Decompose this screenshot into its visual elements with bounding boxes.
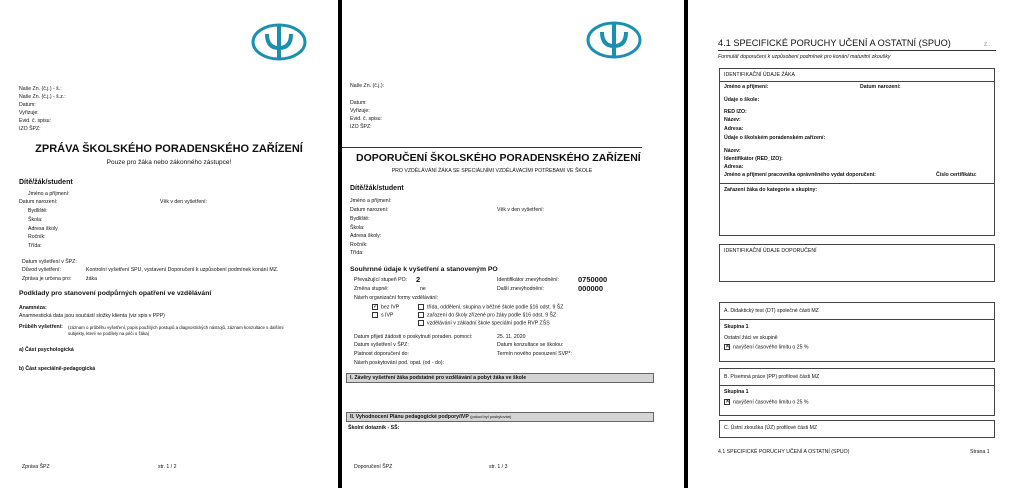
- checkbox-checked-icon: ✕: [725, 399, 731, 405]
- checkbox-empty-icon: [418, 320, 424, 326]
- corner-mark: Z…: [984, 42, 993, 48]
- field-label: Údaje o školském poradenském zařízení:: [724, 135, 826, 141]
- field-label: Datum vyšetření v ŠPZ:: [354, 342, 409, 348]
- title-rule: [718, 50, 996, 51]
- student-id-box: [719, 68, 995, 236]
- field-label: Číslo certifikátu:: [936, 172, 977, 178]
- field-label: Třída:: [350, 250, 364, 256]
- ref-line: IZO ŠPZ:: [350, 124, 372, 130]
- page-title: DOPORUČENÍ ŠKOLSKÉHO PORADENSKÉHO ZAŘÍZENÍ: [356, 152, 641, 164]
- section-c-box: [719, 420, 995, 438]
- section-heading: Podklady pro stanovení podpůrných opatření ve vzdělávání: [19, 290, 212, 297]
- group-note: Ostatní žáci ve skupině: [724, 335, 778, 341]
- field-label: Údaje o škole:: [724, 97, 760, 103]
- checkbox-checked-icon: ✓: [373, 304, 379, 310]
- footer-page: Strana 1: [970, 449, 990, 455]
- group-label: Skupina 1: [724, 389, 749, 395]
- field-label: Identifikátor znevýhodnění:: [497, 277, 560, 283]
- recommendation-id-box: [719, 244, 995, 282]
- ref-line: Vyřizuje:: [350, 108, 370, 114]
- field-label: Datum narození:: [19, 199, 58, 205]
- box-heading: C. Ústní zkouška (ÚZ) profilové části MZ: [724, 425, 818, 431]
- checkbox-option[interactable]: třída, oddělení, skupina v běžné škole podle §16 odst. 9 ŠZ: [418, 304, 563, 311]
- row-rule: [720, 81, 994, 82]
- field-value: žáka: [86, 276, 97, 282]
- field-label: Adresa školy:: [350, 233, 382, 239]
- field-label: Bydliště:: [350, 216, 370, 222]
- field-label: Identifikátor (RED_IZO):: [724, 156, 783, 162]
- title-rule: [342, 147, 642, 148]
- field-label: Název:: [724, 117, 741, 123]
- field-label: Jméno a příjmení:: [28, 191, 70, 197]
- psi-logo-icon: [585, 18, 643, 62]
- field-label: Převažující stupeň PO:: [354, 277, 408, 283]
- subheading: Školní dotazník - SŠ:: [348, 425, 400, 431]
- field-label: Jméno a příjmení pracovníka oprávněného vydat doporučení:: [724, 172, 876, 178]
- field-label: Název:: [724, 148, 741, 154]
- checkbox-option[interactable]: ✕ navýšení časového limitu o 25 %: [725, 399, 809, 406]
- footer-left: Doporučení ŠPZ: [354, 464, 393, 470]
- subheading: Anamnéza:: [19, 305, 47, 311]
- field-label: Bydliště:: [28, 208, 48, 214]
- field-label: Ročník:: [350, 242, 368, 248]
- checkbox-option[interactable]: ✓ bez IVP: [373, 304, 400, 311]
- subheading: Průběh vyšetření:: [19, 324, 63, 330]
- field-value: 0750000: [578, 275, 608, 284]
- field-label: Návrh organizační formy vzdělávání:: [354, 295, 439, 301]
- text: (záznam o průběhu vyšetření, popis použitých postupů a diagnostických nástrojů, záznam konzultace s dalšími: [68, 325, 284, 330]
- field-label: Ročník:: [28, 234, 46, 240]
- ref-line: Naše Zn. (č.j.) - š.z.:: [19, 94, 66, 100]
- section-a-box: [719, 302, 995, 362]
- field-label: Návrh poskytování pod. opat. (od - do):: [354, 360, 444, 366]
- row-rule: [720, 385, 994, 386]
- field-value: 2: [416, 275, 421, 284]
- group-label: Skupina 1: [724, 324, 749, 330]
- row-rule: [720, 183, 994, 184]
- field-label: Datum narození:: [860, 84, 901, 90]
- field-label: Zpráva je určena pro:: [22, 276, 72, 282]
- footer-left: 4.1 SPECIFICKÉ PORUCHY UČENÍ A OSTATNÍ (SPUO): [718, 449, 850, 455]
- box-heading: IDENTIFIKAČNÍ ÚDAJE ŽÁKA: [724, 72, 795, 78]
- checkbox-empty-icon: [372, 312, 378, 318]
- checkbox-empty-icon: [418, 304, 424, 310]
- section-heading: Souhrnné údaje k vyšetření a stanoveným PO: [350, 266, 498, 273]
- section-b-box: [719, 368, 995, 416]
- subheading: a) Část psychologická: [19, 347, 74, 353]
- footer-page: str. 1 / 3: [489, 464, 508, 470]
- field-label: Adresa školy: [28, 226, 58, 232]
- page-subtitle: Pouze pro žáka nebo zákonného zástupce!: [106, 159, 232, 166]
- field-label: Škola:: [350, 225, 365, 231]
- ref-line: Naše Zn. (č.j.):: [350, 83, 385, 89]
- page-spuo-form: [688, 0, 1024, 488]
- field-label: Datum vyšetření v ŠPZ:: [22, 259, 77, 265]
- field-value: 25. 11. 2020: [497, 334, 526, 340]
- field-label: Zařazení žáka do kategorie a skupiny:: [724, 187, 818, 193]
- checkbox-option[interactable]: ✕ navýšení časového limitu o 25 %: [725, 344, 809, 351]
- form-note: Formulář doporučení k uzpůsobení podmínek pro konání maturitní zkoušky: [718, 54, 891, 60]
- box-heading: B. Písemná práce (PP) profilové části MZ: [724, 374, 820, 380]
- field-value: ne: [420, 286, 426, 292]
- field-label: Adresa:: [724, 164, 744, 170]
- section-bar: II. Vyhodnocení Plánu pedagogické podpory/IVP (pokud byl poskytován): [346, 412, 654, 422]
- field-label: Změna stupně:: [354, 286, 389, 292]
- section-bar: I. Závěry vyšetření žáka podstatné pro vzdělávání a pobyt žáka ve škole: [346, 373, 654, 383]
- field-label: Adresa:: [724, 126, 744, 132]
- ref-line: IZO ŠPZ:: [19, 126, 41, 132]
- field-label: Věk v den vyšetření:: [497, 207, 544, 213]
- text: subjekty, které se podílely na péči o žáka): [68, 331, 150, 336]
- field-label: Škola:: [28, 217, 43, 223]
- ref-line: Vyřizuje:: [19, 110, 39, 116]
- field-label: Datum přijetí žádosti o poskytnutí poraden. pomoci:: [354, 334, 473, 340]
- page-recommendation: [342, 0, 684, 488]
- section-heading: Dítě/žák/student: [350, 185, 404, 192]
- subheading: b) Část speciálně-pedagogická: [19, 366, 96, 372]
- page-title: 4.1 SPECIFICKÉ PORUCHY UČENÍ A OSTATNÍ (SPUO): [718, 38, 951, 48]
- field-value: Kontrolní vyšetření SPU, vystavení Doporučení k uzpůsobení podmínek konání MZ.: [86, 267, 279, 273]
- ref-line: Evid. č. spisu:: [19, 118, 52, 124]
- field-label: Termín nového posouzení SVP*:: [497, 351, 572, 357]
- page-subtitle: PRO VZDĚLÁVÁNÍ ŽÁKA SE SPECIÁLNÍMI VZDĚLÁVACÍMI POTŘEBAMI VE ŠKOLE: [391, 168, 593, 174]
- field-label: Další znevýhodnění:: [497, 286, 545, 292]
- box-heading: IDENTIFIKAČNÍ ÚDAJE DOPORUČENÍ: [724, 248, 817, 254]
- field-value: 000000: [578, 284, 604, 293]
- ref-line: Naše Zn. (č.j.) - š.:: [19, 86, 62, 92]
- checkbox-checked-icon: ✕: [725, 344, 731, 350]
- field-label: Věk v den vyšetření:: [160, 199, 207, 205]
- field-label: Datum narození:: [350, 207, 389, 213]
- footer-page: str. 1 / 2: [158, 464, 177, 470]
- field-label: Důvod vyšetření:: [22, 267, 61, 273]
- checkbox-option[interactable]: zařazení do školy zřízené pro žáky podle §16 odst. 9 ŠZ: [418, 312, 556, 319]
- field-label: Třída:: [28, 243, 42, 249]
- text: Anamnestická data jsou součástí složky klienta (viz spis v PPP): [19, 313, 165, 319]
- footer-left: Zpráva ŠPZ: [22, 464, 50, 470]
- checkbox-option[interactable]: s IVP: [372, 312, 393, 319]
- ref-line: Evid. č. spisu:: [350, 116, 383, 122]
- checkbox-empty-icon: [418, 312, 424, 318]
- box-heading: A. Didaktický test (DT) společné části MZ: [724, 308, 819, 314]
- psi-logo-icon: [250, 20, 308, 64]
- row-rule: [720, 319, 994, 320]
- page-report: [0, 0, 338, 488]
- section-heading: Dítě/žák/student: [19, 179, 73, 186]
- field-label: Jméno a příjmení:: [724, 84, 769, 90]
- field-label: Platnost doporučení do:: [354, 351, 409, 357]
- ref-line: Datum:: [350, 100, 367, 106]
- checkbox-option[interactable]: vzdělávání v základní škole speciální podle RVP ZŠS: [418, 320, 550, 327]
- field-label: Datum konzultace se školou:: [497, 342, 564, 348]
- ref-line: Datum:: [19, 102, 36, 108]
- page-title: ZPRÁVA ŠKOLSKÉHO PORADENSKÉHO ZAŘÍZENÍ: [35, 143, 303, 155]
- field-label: Jméno a příjmení:: [350, 198, 392, 204]
- field-label: RED IZO:: [724, 109, 747, 115]
